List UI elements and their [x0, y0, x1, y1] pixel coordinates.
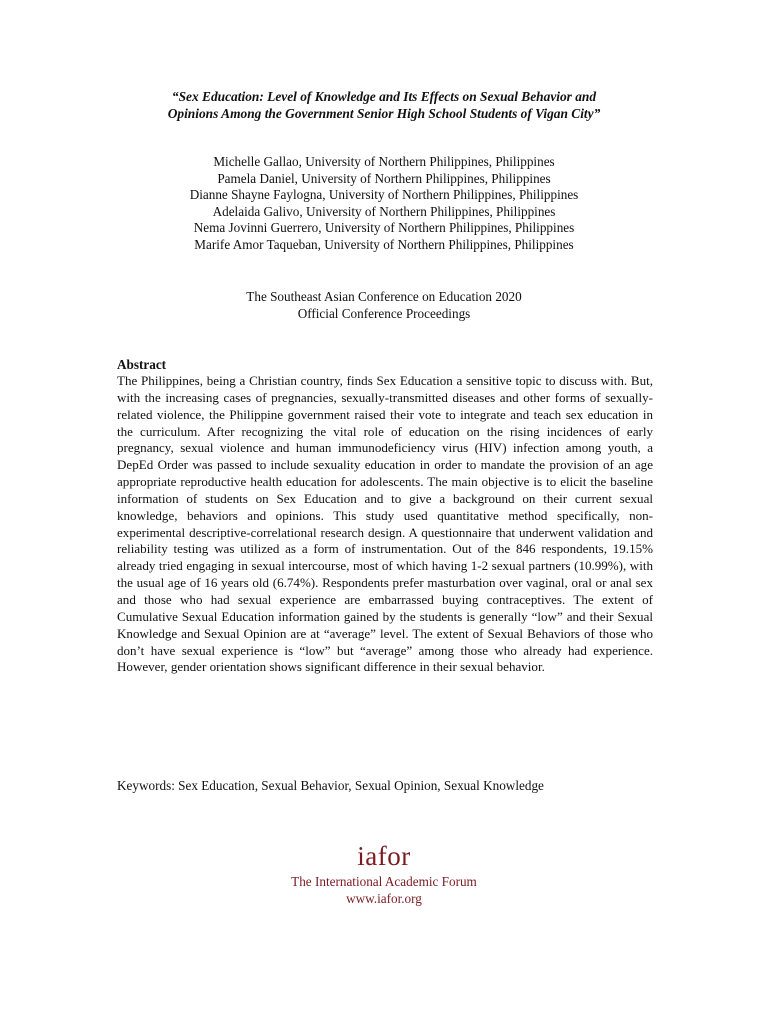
conference-name: The Southeast Asian Conference on Education 2020 [246, 289, 522, 304]
paper-title-line-1: “Sex Education: Level of Knowledge and Its Effects on Sexual Behavior and [171, 89, 597, 104]
abstract-text: The Philippines, being a Christian country, finds Sex Education a sensitive topic to discuss with. But, with the increasing cases of pregnancies, sexually-transmitted diseases and other forms of sexually-related violence, the Philippine government raised their vote to integrate and teach sex education in the curriculum. After recognizing the vital role of education on the rising incidences of early pregnancy, sexual violence and human immunodeficiency virus (HIV) infection among youth, a DepEd Order was passed to include sexuality education in order to mandate the provision of an age appropriate reproductive health education for adolescents. The main objective is to elicit the baseline information of students on Sex Education and to give a background on their current sexual knowledge, behaviors and opinions. This study used quantitative method specifically, non-experimental descriptive-correlational research design. A questionnaire that underwent validation and reliability testing was utilized as a form of instrumentation. Out of the 846 respondents, 19.15% already tried engaging in sexual intercourse, most of which having 1-2 sexual partners (10.99%), with the usual age of 16 years old (6.74%). Respondents prefer masturbation over vaginal, oral or anal sex and those who had sexual experience are embarrassed buying contraceptives. The extent of Cumulative Sexual Education information gained by the students is generally “low” and their Sexual Knowledge and Sexual Opinion are at “average” level. The extent of Sexual Behaviors of those who don’t have sexual experience is “low” but “average” among those who already had experience. However, gender orientation shows significant difference in their sexual behavior. [117, 373, 653, 675]
conference-subtitle: Official Conference Proceedings [297, 305, 471, 321]
author-entry: Adelaida Galivo, University of Northern Philippines, Philippines [212, 203, 556, 219]
author-entry: Pamela Daniel, University of Northern Philippines, Philippines [217, 170, 551, 186]
abstract-heading: Abstract [117, 357, 167, 372]
organization-url[interactable]: www.iafor.org [346, 890, 422, 906]
author-entry: Dianne Shayne Faylogna, University of Northern Philippines, Philippines [189, 187, 579, 203]
publisher-footer [90, 838, 678, 907]
author-entry: Michelle Gallao, University of Northern Philippines, Philippines [213, 154, 555, 169]
author-entry: Marife Amor Taqueban, University of Northern Philippines, Philippines [194, 236, 574, 252]
conference-info [90, 289, 678, 322]
organization-name: The International Academic Forum [291, 874, 477, 889]
author-entry: Nema Jovinni Guerrero, University of Northern Philippines, Philippines [193, 220, 575, 236]
author-list [90, 154, 678, 254]
paper-title-line-2: Opinions Among the Government Senior High School Students of Vigan City” [167, 106, 601, 121]
keywords: Keywords: Sex Education, Sexual Behavior, Sexual Opinion, Sexual Knowledge [117, 778, 544, 793]
iafor-logo: iafor [357, 841, 411, 871]
paper-title [90, 88, 678, 122]
